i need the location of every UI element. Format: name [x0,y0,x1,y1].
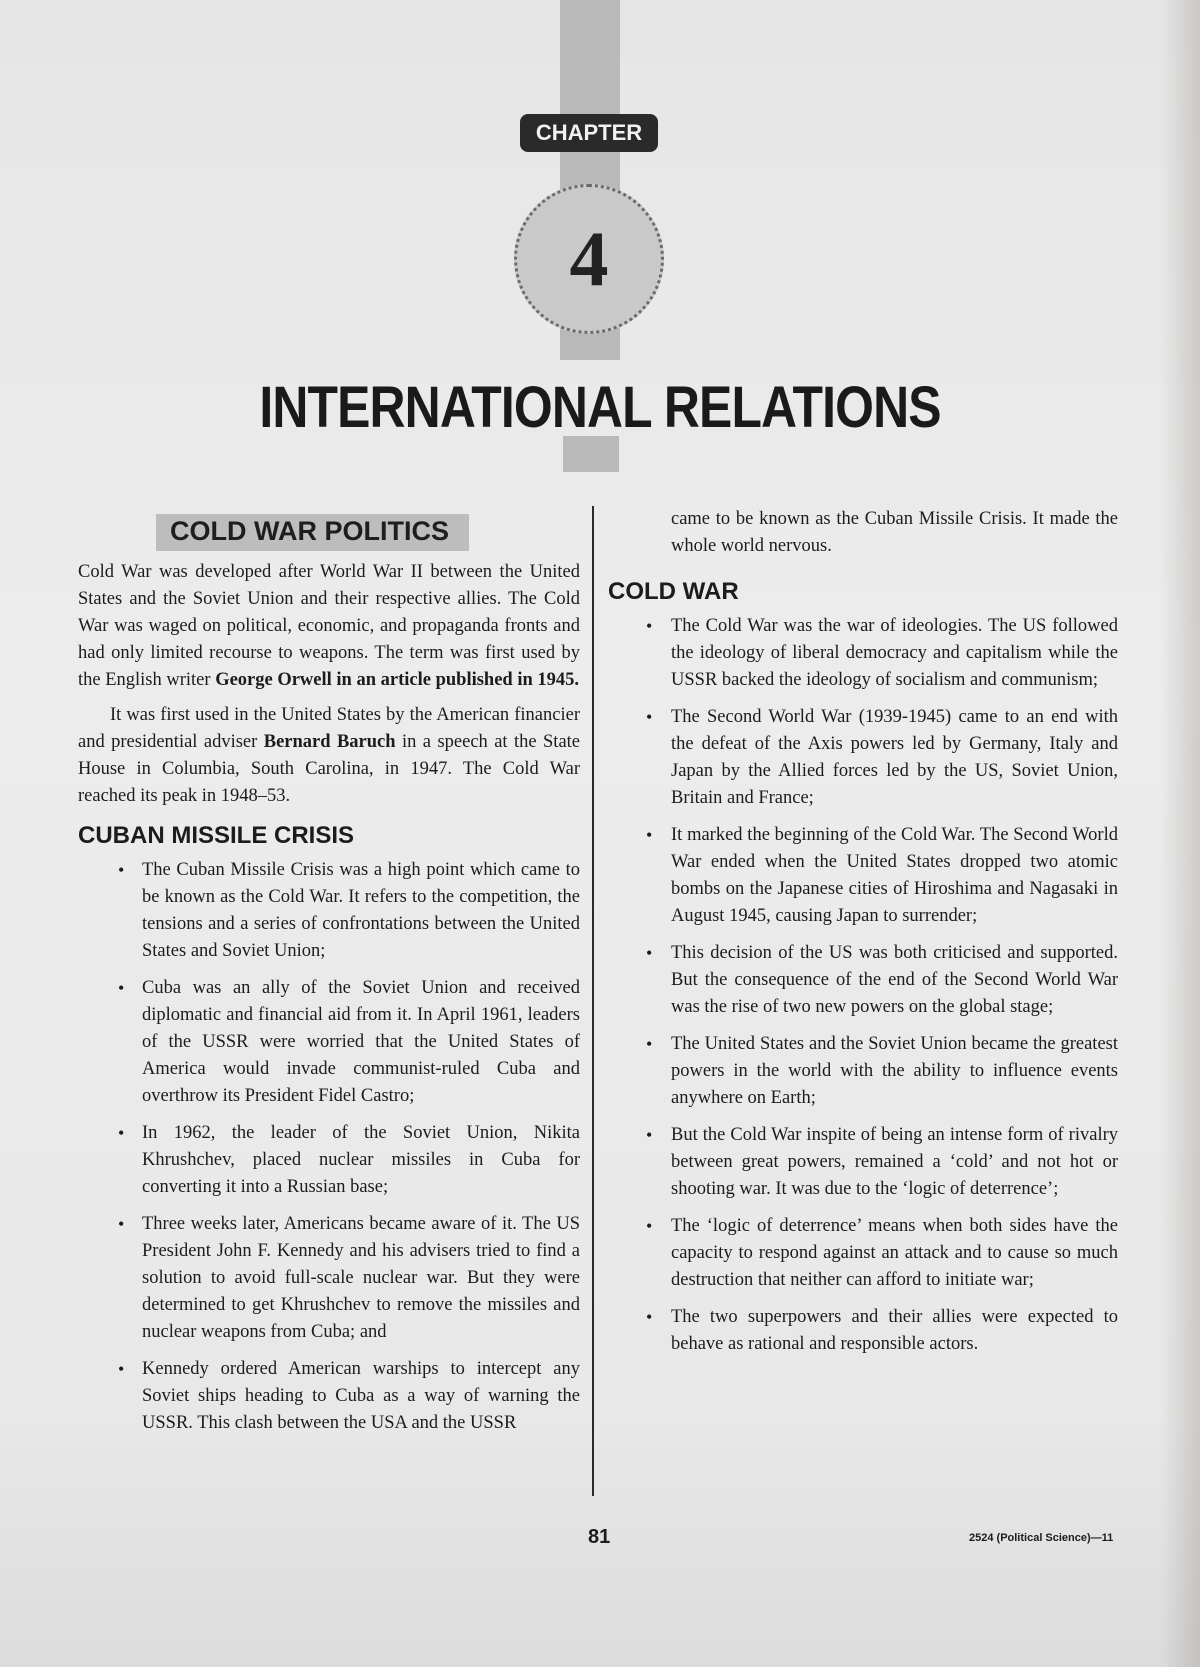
list-item: • Three weeks later, Americans became aware of it. The US President John F. Kennedy and his advisers tried to find a solution to avoid full-scale nuclear war. But they were determined to get Khrushchev to remove the missiles and nuclear weapons from Cuba; and [118,1214,580,1342]
paragraph-1: Cold War was developed after World War II between the United States and the Soviet Union and their respective allies. The Cold War was waged on political, economic, and propaganda fronts and had only limited recourse to weapons. The term was first used by the English writer George Orwell in an article published in 1945. [78,562,580,690]
list-item: • The ‘logic of deterrence’ means when both sides have the capacity to respond against an attack and to cause so much destruction that neither can afford to initiate war; [646,1216,1118,1290]
paragraph-2: It was first used in the United States by the American financier and presidential adviser Bernard Baruch in a speech at the State House in Columbia, South Carolina, in 1947. The Cold War reached its peak in 1948–53. [78,705,581,806]
chapter-number: 4 [514,184,664,334]
list-item: • It marked the beginning of the Cold War. The Second World War ended when the United States dropped two atomic bombs on the Japanese cities of Hiroshima and Nagasaki in August 1945, causing Japan to surrender; [646,825,1118,926]
list-item: • Cuba was an ally of the Soviet Union and received diplomatic and financial aid from it. In April 1961, leaders of the USSR were worried that the United States of America would invade communist-ruled Cuba and overthrow its President Fidel Castro; [118,978,580,1106]
cold-war-list [608,613,1118,1358]
right-column [608,506,1118,1368]
continuation-text: came to be known as the Cuban Missile Crisis. It made the whole world nervous. [671,509,1118,556]
column-divider [592,506,594,1496]
page-number: 81 [588,1526,611,1548]
heading-cuban-missile-crisis: CUBAN MISSILE CRISIS [78,822,355,849]
list-item: • This decision of the US was both criticised and supported. But the consequence of the end of the Second World War was the rise of two new powers on the global stage; [646,943,1118,1017]
chapter-bar-decoration-bottom [563,436,619,472]
chapter-label: CHAPTER [520,114,658,152]
cuban-crisis-list [78,857,580,1437]
list-item: • The Second World War (1939-1945) came to an end with the defeat of the Axis powers led by Germany, Italy and Japan by the Allied forces led by the US, Soviet Union, Britain and France; [646,707,1118,808]
list-item: • Kennedy ordered American warships to intercept any Soviet ships heading to Cuba as a way of warning the USSR. This clash between the USA and the USSR [118,1359,580,1433]
chapter-title: INTERNATIONAL RELATIONS [259,375,941,440]
list-item: • The Cold War was the war of ideologies. The US followed the ideology of liberal democracy and capitalism while the USSR backed the ideology of socialism and communism; [646,616,1118,690]
section-title: COLD WAR POLITICS [156,514,469,551]
heading-cold-war: COLD WAR [608,578,739,605]
list-item: • But the Cold War inspite of being an intense form of rivalry between great powers, remained a ‘cold’ and not hot or shooting war. It was due to the ‘logic of deterrence’; [646,1125,1118,1199]
list-item: • The two superpowers and their allies were expected to behave as rational and responsible actors. [646,1307,1118,1354]
list-item: • In 1962, the leader of the Soviet Union, Nikita Khrushchev, placed nuclear missiles in Cuba for converting it into a Russian base; [118,1123,580,1197]
list-item: • The Cuban Missile Crisis was a high point which came to be known as the Cold War. It refers to the competition, the tensions and a series of confrontations between the United States and Soviet Union; [118,860,580,961]
footer-code: 2524 (Political Science)—11 [969,1532,1114,1544]
list-item: • The United States and the Soviet Union became the greatest powers in the world with the ability to influence events anywhere on Earth; [646,1034,1118,1108]
left-column [78,506,580,1447]
